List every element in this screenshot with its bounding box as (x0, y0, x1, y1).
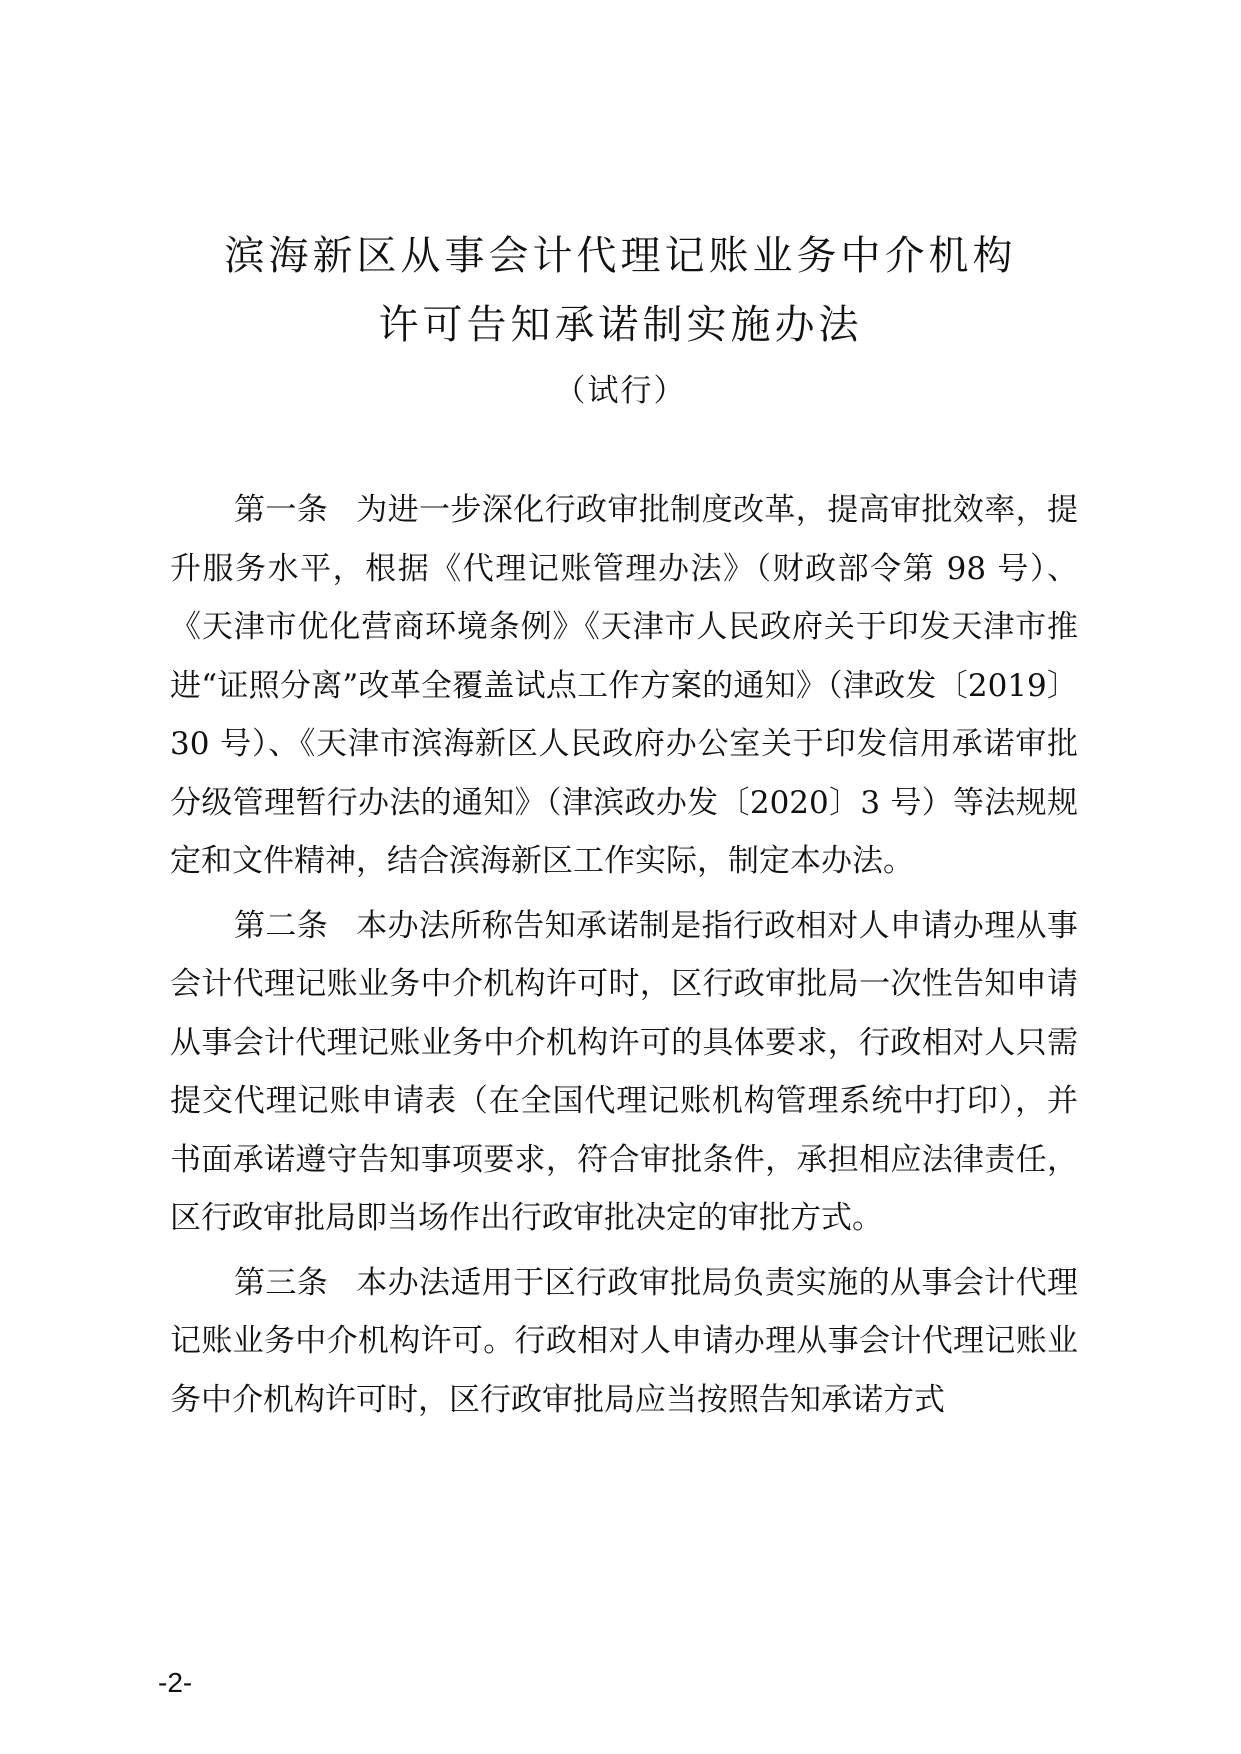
article-1-number: 第一条 (234, 492, 329, 528)
article-3-number: 第三条 (234, 1264, 329, 1301)
article-2-text: 本办法所称告知承诺制是指行政相对人申请办理从事会计代理记账业务中介机构许可时，区行政审批局一次性告知申请从事会计代理记账业务中介机构许可的具体要求，行政相对人只需提交代理记账申请表（在全国代理记账机构管理系统中打印），并书面承诺遵守告知事项要求，符合审批条件，承担相应法律责任，区行政审批局即当场作出行政审批决定的审批方式。 (170, 907, 1079, 1236)
article-3 (170, 1254, 1078, 1430)
article-2 (170, 897, 1078, 1248)
article-3-text: 本办法适用于区行政审批局负责实施的从事会计代理记账业务中介机构许可。行政相对人申请办理从事会计代理记账业务中介机构许可时，区行政审批局应当按照告知承诺方式 (170, 1264, 1079, 1418)
article-2-number: 第二条 (234, 907, 329, 944)
document-title (0, 222, 1241, 360)
title-line-1: 滨海新区从事会计代理记账业务中介机构 (224, 233, 1017, 279)
article-1 (170, 481, 1078, 891)
document-subtitle: （试行） (554, 373, 687, 409)
document-body (170, 481, 1078, 1435)
title-line-2: 许可告知承诺制实施办法 (378, 302, 863, 348)
page-number: -2- (158, 1667, 193, 1698)
article-1-text: 为进一步深化行政审批制度改革，提高审批效率，提升服务水平，根据《代理记账管理办法》（财政部令第 98 号）、《天津市优化营商环境条例》《天津市人民政府关于印发天津市推进“证照分离”改革全覆盖试点工作方案的通知》（津政发〔2019〕30 号）、《天津市滨海新区人民政府办公室关于印发信用承诺审批分级管理暂行办法的通知》（津滨政办发〔2020〕3 号）等法规规定和文件精神，结合滨海新区工作实际，制定本办法。 (170, 492, 1079, 879)
